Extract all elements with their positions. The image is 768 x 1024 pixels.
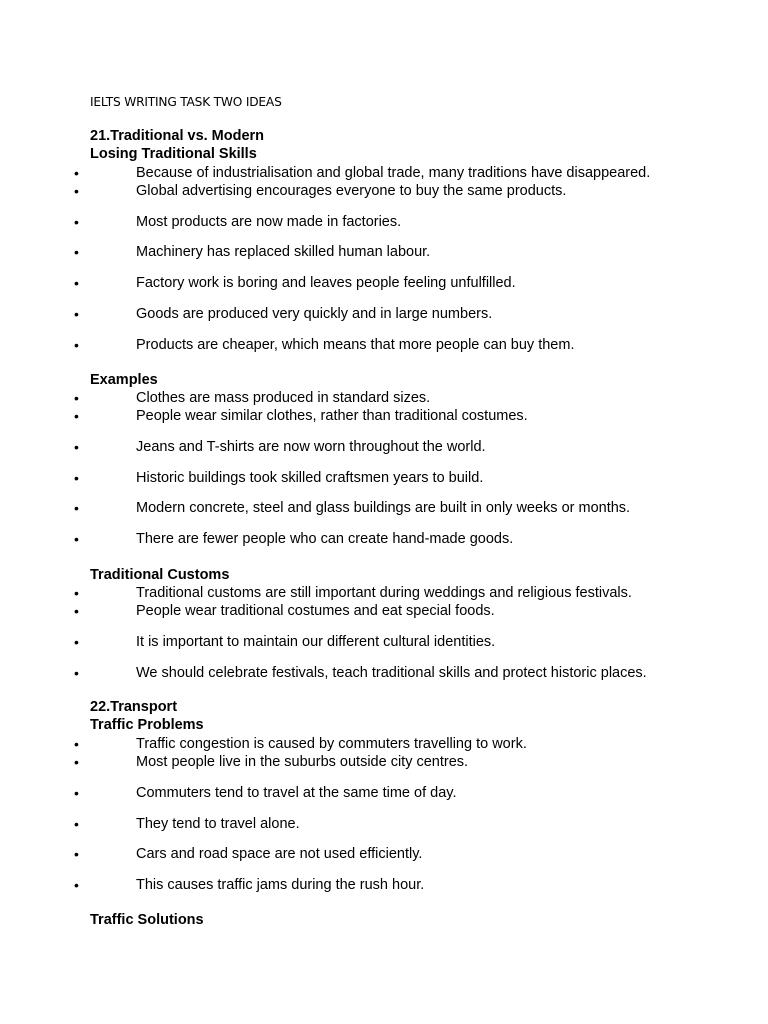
bullet-icon: • [74, 165, 79, 181]
bullet-icon: • [74, 877, 79, 893]
bullet-icon: • [74, 439, 79, 455]
bullet-icon: • [74, 634, 79, 650]
list-item [0, 876, 768, 894]
list-item-text: Cars and road space are not used efficiently. [136, 846, 423, 862]
list-item [0, 664, 768, 682]
list-item [0, 305, 768, 323]
subheading-traditional-customs: Traditional Customs [90, 567, 230, 583]
bullet-icon: • [74, 337, 79, 353]
list-item-text: This causes traffic jams during the rush hour. [136, 877, 425, 893]
bullet-icon: • [74, 306, 79, 322]
list-item-text: Commuters tend to travel at the same time of day. [136, 785, 457, 801]
bullet-icon: • [74, 585, 79, 601]
list-item-text: Historic buildings took skilled craftsmen years to build. [136, 470, 484, 486]
list-item [0, 499, 768, 517]
list-item [0, 243, 768, 261]
list-item-text: Goods are produced very quickly and in large numbers. [136, 306, 493, 322]
bullet-icon: • [74, 244, 79, 260]
list-item-text: Clothes are mass produced in standard sizes. [136, 390, 431, 406]
bullet-icon: • [74, 665, 79, 681]
list-item [0, 633, 768, 651]
bullet-icon: • [74, 754, 79, 770]
list-item [0, 164, 768, 182]
section-title-traditional-vs-modern: 21.Traditional vs. Modern [90, 128, 265, 144]
list-item [0, 182, 768, 200]
list-item-text: Traditional customs are still important during weddings and religious festivals. [136, 585, 632, 601]
bullet-icon: • [74, 603, 79, 619]
list-item [0, 469, 768, 487]
list-item [0, 407, 768, 425]
bullet-icon: • [74, 736, 79, 752]
list-item [0, 336, 768, 354]
bullet-icon: • [74, 275, 79, 291]
list-item [0, 602, 768, 620]
list-item-text: Modern concrete, steel and glass buildings are built in only weeks or months. [136, 500, 631, 516]
list-item [0, 845, 768, 863]
list-item-text: Factory work is boring and leaves people feeling unfulfilled. [136, 275, 516, 291]
list-item-text: Machinery has replaced skilled human labour. [136, 244, 431, 260]
bullet-icon: • [74, 470, 79, 486]
list-item [0, 438, 768, 456]
bullet-icon: • [74, 500, 79, 516]
list-item-text: Jeans and T-shirts are now worn throughout the world. [136, 439, 486, 455]
bullet-icon: • [74, 531, 79, 547]
list-item [0, 784, 768, 802]
list-item-text: Products are cheaper, which means that more people can buy them. [136, 337, 575, 353]
list-item-text: Most people live in the suburbs outside city centres. [136, 754, 469, 770]
list-item [0, 735, 768, 753]
bullet-icon: • [74, 408, 79, 424]
list-item-text: Because of industrialisation and global trade, many traditions have disappeared. [136, 165, 651, 181]
list-item-text: People wear similar clothes, rather than traditional costumes. [136, 408, 528, 424]
list-item-text: Most products are now made in factories. [136, 214, 402, 230]
subheading-traffic-problems: Traffic Problems [90, 717, 204, 733]
list-item [0, 213, 768, 231]
list-item [0, 815, 768, 833]
list-item-text: There are fewer people who can create hand-made goods. [136, 531, 514, 547]
bullet-icon: • [74, 846, 79, 862]
bullet-icon: • [74, 390, 79, 406]
list-item-text: It is important to maintain our different cultural identities. [136, 634, 496, 650]
subheading-examples: Examples [90, 372, 158, 388]
subheading-traffic-solutions: Traffic Solutions [90, 912, 204, 928]
list-item-text: We should celebrate festivals, teach traditional skills and protect historic places. [136, 665, 647, 681]
list-item-text: Traffic congestion is caused by commuters travelling to work. [136, 736, 527, 752]
bullet-icon: • [74, 183, 79, 199]
document-title: IELTS WRITING TASK TWO IDEAS [90, 95, 282, 109]
list-item [0, 584, 768, 602]
list-item [0, 274, 768, 292]
bullet-icon: • [74, 214, 79, 230]
list-item [0, 389, 768, 407]
list-item-text: People wear traditional costumes and eat special foods. [136, 603, 495, 619]
subheading-losing-traditional-skills: Losing Traditional Skills [90, 146, 257, 162]
bullet-icon: • [74, 816, 79, 832]
list-item-text: Global advertising encourages everyone to buy the same products. [136, 183, 567, 199]
list-item-text: They tend to travel alone. [136, 816, 300, 832]
bullet-icon: • [74, 785, 79, 801]
list-item [0, 530, 768, 548]
list-item [0, 753, 768, 771]
section-title-transport: 22.Transport [90, 699, 178, 715]
